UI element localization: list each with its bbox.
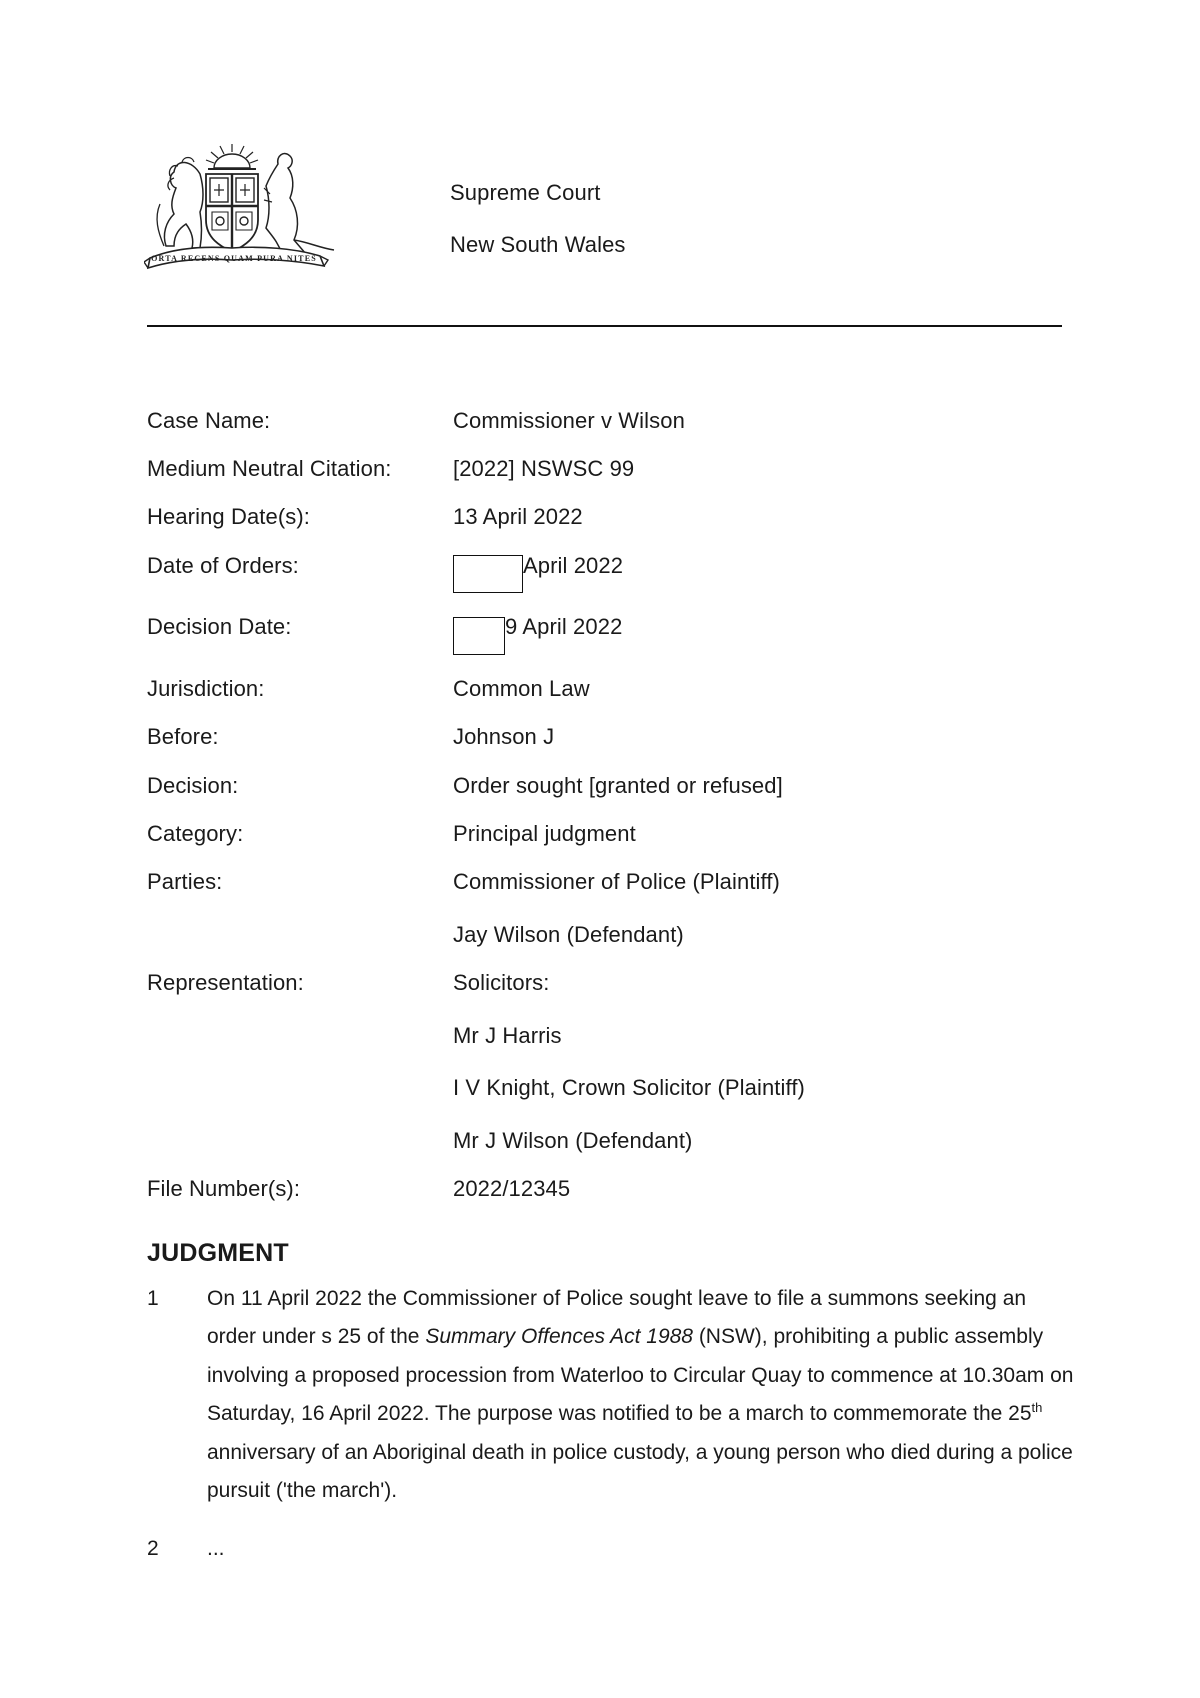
- paragraph-1: On 11 April 2022 the Commissioner of Police sought leave to file a summons seeking an order under s 25 of the Summary Offences Act 1988 (NSW), prohibiting a public assembly involving a proposed procession from Waterloo to Circular Quay to commence at 10.30am on Saturday, 16 April 2022. The purpose was notified to be a march to commemorate the 25th anniversary of an Aboriginal death in police custody, a young person who died during a police pursuit ('the march').: [207, 1287, 1074, 1503]
- date-of-orders-label: Date of Orders:: [147, 553, 299, 578]
- court-state: New South Wales: [450, 232, 626, 257]
- citation-value: [2022] NSWSC 99: [453, 456, 635, 481]
- date-of-orders-value: April 2022: [523, 553, 624, 578]
- decision-label: Decision:: [147, 773, 239, 798]
- date-of-orders-redaction-box: [453, 555, 523, 593]
- decision-value: Order sought [granted or refused]: [453, 773, 783, 798]
- party-defendant: Jay Wilson (Defendant): [453, 922, 684, 947]
- category-label: Category:: [147, 821, 244, 846]
- decision-date-value: 9 April 2022: [505, 614, 623, 639]
- decision-date-label: Decision Date:: [147, 614, 292, 639]
- representation-knight: I V Knight, Crown Solicitor (Plaintiff): [453, 1075, 805, 1100]
- party-plaintiff: Commissioner of Police (Plaintiff): [453, 869, 780, 894]
- hearing-date-label: Hearing Date(s):: [147, 504, 310, 529]
- decision-date-redaction-box: [453, 617, 505, 655]
- act-title: Summary Offences Act 1988: [425, 1325, 693, 1349]
- case-name-label: Case Name:: [147, 408, 271, 433]
- judgment-heading: JUDGMENT: [147, 1239, 289, 1267]
- hearing-date-value: 13 April 2022: [453, 504, 583, 529]
- jurisdiction-label: Jurisdiction:: [147, 676, 265, 701]
- paragraph-number: 2: [147, 1537, 159, 1560]
- case-name-value: Commissioner v Wilson: [453, 408, 685, 433]
- representation-solicitors: Solicitors:: [453, 970, 550, 995]
- representation-wilson: Mr J Wilson (Defendant): [453, 1128, 693, 1153]
- court-name: Supreme Court: [450, 180, 601, 205]
- paragraph-2: ...: [207, 1537, 225, 1560]
- before-value: Johnson J: [453, 724, 555, 749]
- before-label: Before:: [147, 724, 219, 749]
- file-number-label: File Number(s):: [147, 1176, 301, 1201]
- citation-label: Medium Neutral Citation:: [147, 456, 392, 481]
- paragraph-number: 1: [147, 1287, 159, 1310]
- parties-label: Parties:: [147, 869, 223, 894]
- representation-harris: Mr J Harris: [453, 1023, 562, 1048]
- jurisdiction-value: Common Law: [453, 676, 590, 701]
- category-value: Principal judgment: [453, 821, 636, 846]
- nsw-coat-of-arms-icon: [144, 142, 337, 275]
- header-divider: [147, 325, 1062, 327]
- svg-text:ORTA RECENS QUAM PURA NITES: ORTA RECENS QUAM PURA NITES: [151, 254, 317, 263]
- file-number-value: 2022/12345: [453, 1176, 571, 1201]
- representation-label: Representation:: [147, 970, 304, 995]
